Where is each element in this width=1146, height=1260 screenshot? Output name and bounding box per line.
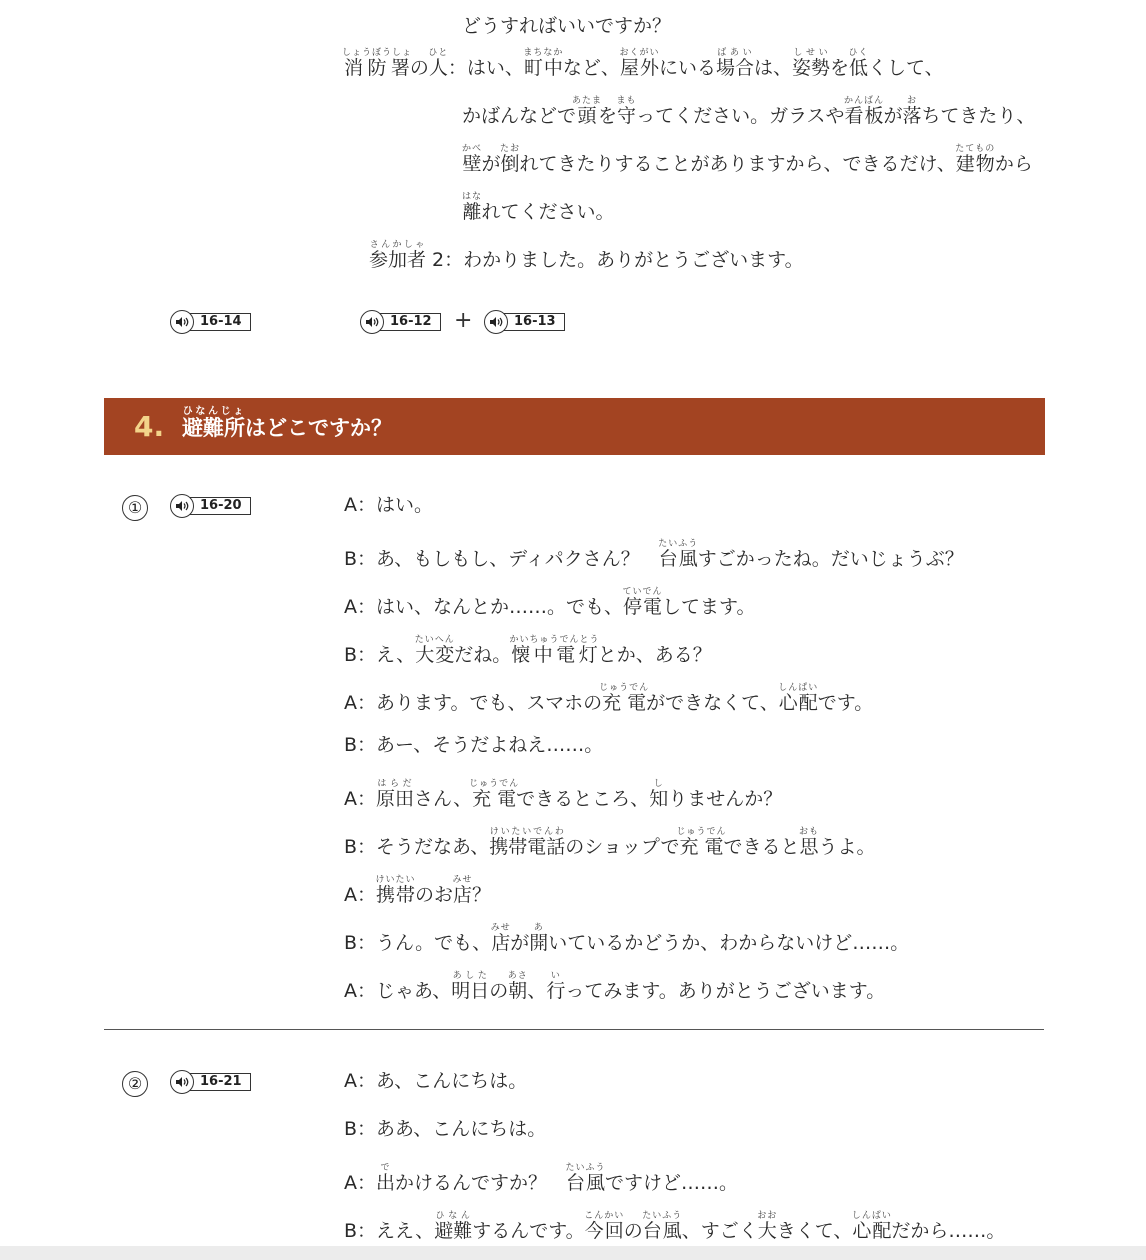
dialog-1-line-6: B：あー、そうだよねえ……。	[344, 734, 604, 756]
speaker-fire-station: 消防署しょうぼうしょの人ひと	[342, 48, 449, 79]
speaker-participant-2: 参加者さんかしゃ 2	[369, 240, 445, 271]
plus-sign: +	[454, 308, 473, 333]
audio-track-16-20[interactable]	[170, 494, 251, 518]
dialog-1-line-5: A：あります。でも、スマホの充電じゅうでんができなくて、心配しんぱいです。	[344, 683, 874, 714]
audio-track-16-14[interactable]	[170, 310, 251, 334]
dialog-1-line-9: A：携帯けいたいのお店みせ？	[344, 875, 492, 906]
dialog-1-line-3: A：はい、なんとか……。でも、停電ていでんしてます。	[344, 587, 756, 618]
dialog-2-line-3: A：出でかけるんですか？ 台風たいふうですけど……。	[344, 1163, 739, 1194]
audio-track-label: 16-21	[188, 1073, 251, 1091]
top-dialog-line-2: 消防署しょうぼうしょの人ひと：はい、町中まちなかなど、屋外おくがいにいる場合ばあいは、姿勢しせいを低ひくくして、	[342, 48, 944, 79]
top-dialog-line-5: 離はなれてください。	[462, 192, 615, 223]
dialog-1-line-2: B：あ、もしもし、ディパクさん？ 台風たいふうすごかったね。だいじょうぶ？	[344, 539, 964, 570]
top-dialog-line-3: かばんなどで頭あたまを守まもってください。ガラスや看板かんばんが落おちてきたり、	[462, 96, 1036, 127]
dialog-1-marker: ①	[122, 495, 148, 521]
speaker-icon	[484, 310, 508, 334]
dialog-1-line-8: B：そうだなあ、携帯電話けいたいでんわのショップで充電じゅうでんできると思おもうよ。	[344, 827, 876, 858]
dialog-2-marker: ②	[122, 1071, 148, 1097]
audio-track-label: 16-20	[188, 497, 251, 515]
audio-track-16-13[interactable]	[484, 310, 565, 334]
audio-track-label: 16-14	[188, 313, 251, 331]
audio-track-label: 16-12	[378, 313, 441, 331]
dialog-1-line-4: B：え、大変たいへんだね。懐中電灯かいちゅうでんとうとか、ある？	[344, 635, 712, 666]
section-title: 避難所ひなんじょはどこですか？	[182, 406, 392, 440]
dialog-2-line-2: B：ああ、こんにちは。	[344, 1118, 547, 1140]
top-dialog-line-4: 壁かべが倒たおれてきたりすることがありますから、できるだけ、建物たてものから	[462, 144, 1033, 175]
section-banner	[104, 398, 1045, 455]
speaker-icon	[170, 1070, 194, 1094]
dialog-1-line-7: A：原田はらださん、充電じゅうでんできるところ、知しりませんか？	[344, 779, 783, 810]
section-number: 4.	[134, 410, 165, 443]
audio-track-label: 16-13	[502, 313, 565, 331]
bottom-edge-bar	[0, 1246, 1146, 1260]
dialog-1-line-1: A：はい。	[344, 494, 433, 516]
speaker-icon	[170, 494, 194, 518]
dialog-2-line-1: A：あ、こんにちは。	[344, 1070, 528, 1092]
section-divider	[104, 1029, 1044, 1030]
dialog-1-line-11: A：じゃあ、明日あしたの朝あさ、行いってみます。ありがとうございます。	[344, 971, 886, 1002]
dialog-2-line-4: B：ええ、避難ひなんするんです。今回こんかいの台風たいふう、すごく大おおきくて、心配しんぱいだから……。	[344, 1211, 1006, 1242]
speaker-icon	[360, 310, 384, 334]
audio-track-16-21[interactable]	[170, 1070, 251, 1094]
top-dialog-line-6: 参加者さんかしゃ 2：わかりました。ありがとうございます。	[369, 240, 804, 271]
top-dialog-line-1: どうすればいいですか？	[462, 15, 672, 37]
dialog-1-line-10: B：うん。でも、店みせが開あいているかどうか、わからないけど……。	[344, 923, 910, 954]
audio-track-16-12[interactable]	[360, 310, 441, 334]
speaker-icon	[170, 310, 194, 334]
